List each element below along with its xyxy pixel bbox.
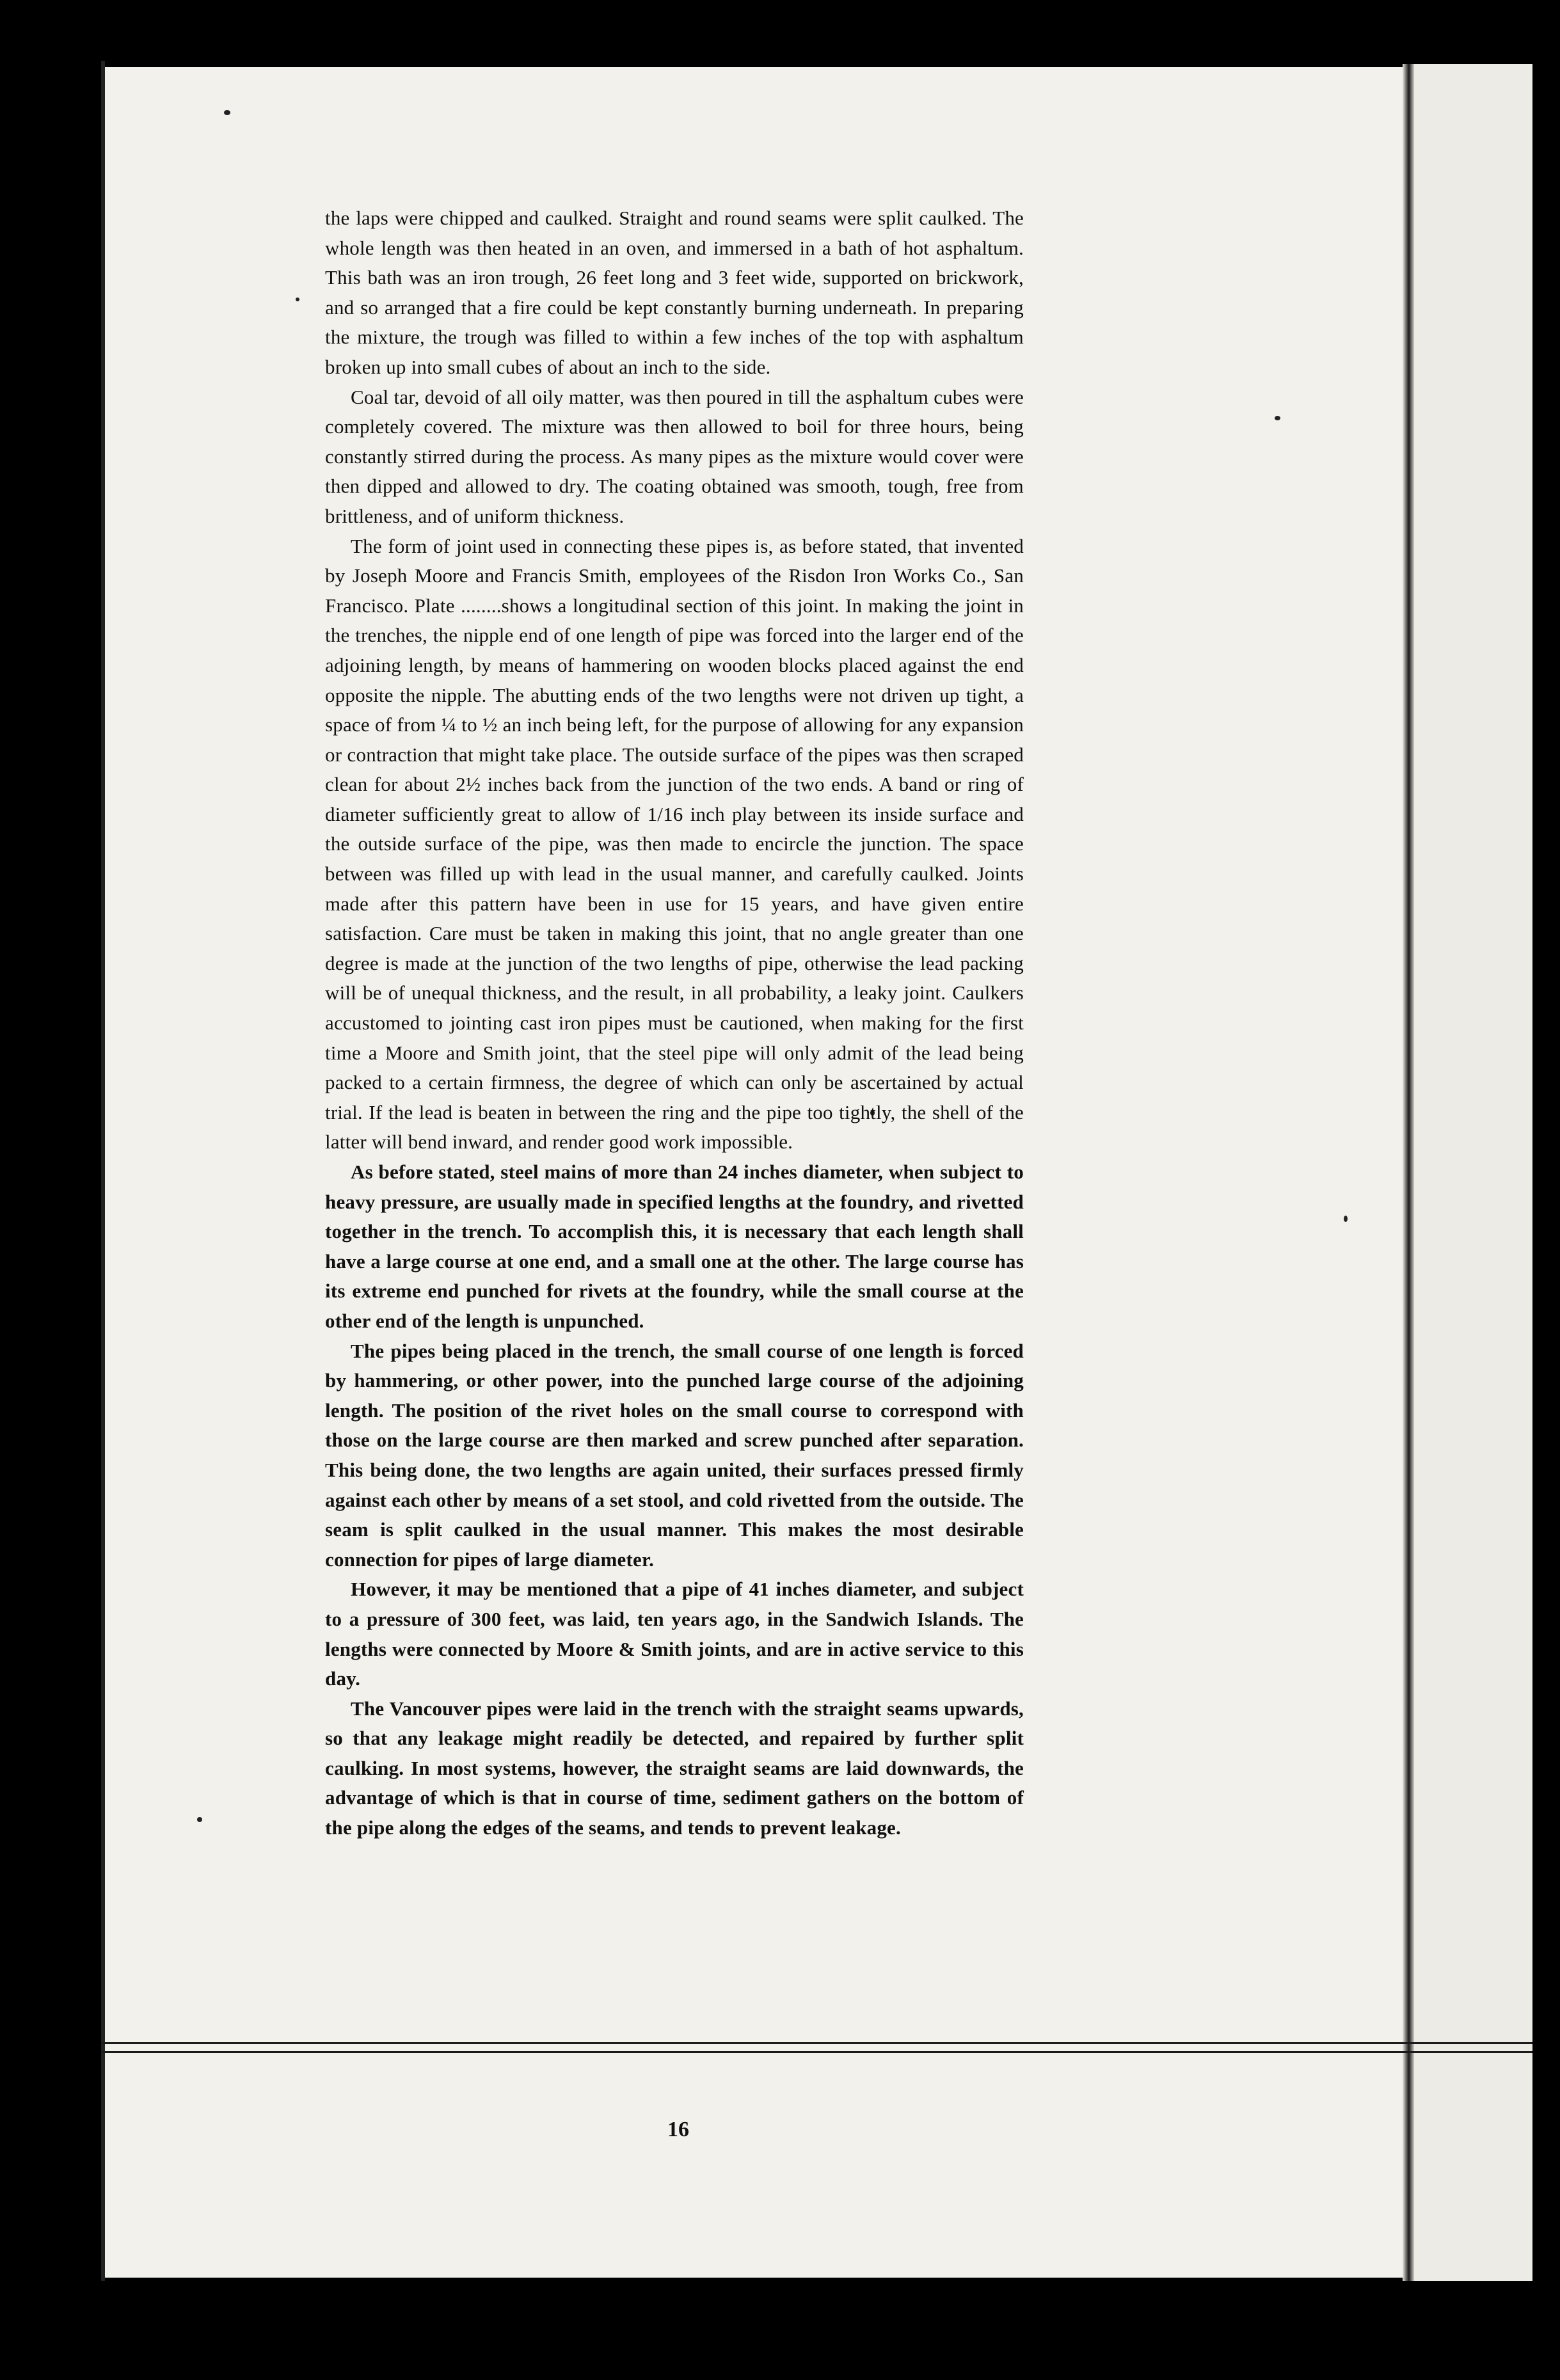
scan-border-left xyxy=(0,0,101,2380)
paragraph: Coal tar, devoid of all oily matter, was then poured in till the asphaltum cubes were completely covered. The mixture was then allowed to boil for three hours, being constantly stirred during the process. As many pipes as the mixture would cover were then dipped and allowed to dry. The coating obtained was smooth, tough, free from brittleness, and of uniform thickness. xyxy=(325,385,1024,527)
scan-border-top xyxy=(0,0,1560,67)
page-number: 16 xyxy=(667,2118,689,2141)
scan-border-right xyxy=(1532,0,1560,2380)
paragraph: the laps were chipped and caulked. Straight and round seams were split caulked. The whole length was then heated in an oven, and immersed in a bath of hot asphaltum. This bath was an iron trough, 26 feet long and 3 feet wide, supported on brickwork, and so arranged that a fire could be kept constantly burning underneath. In preparing the mixture, the trough was filled to within a few inches of the top with asphaltum broken up into small cubes of about an inch to the side. xyxy=(325,207,1024,378)
facing-page-strip xyxy=(1414,64,1532,2281)
scan-speck xyxy=(1344,1216,1348,1222)
paragraph: The Vancouver pipes were laid in the trench with the straight seams upwards, so that any leakage might readily be detected, and repaired by further split caulking. In most systems, however, the straight seams are laid downwards, the advantage of which is that in course of time, sediment gathers on the bottom of the pipe along the edges of the seams, and tends to prevent leakage. xyxy=(325,1697,1024,1839)
paragraph: As before stated, steel mains of more than 24 inches diameter, when subject to heavy pressure, are usually made in specified lengths at the foundry, and rivetted together in the trench. To accomplish this, it is necessary that each length shall have a large course at one end, and a small one at the other. The large course has its extreme end punched for rivets at the foundry, while the small course at the other end of the length is unpunched. xyxy=(325,1161,1024,1332)
scan-speck xyxy=(296,298,299,301)
page-edge-line xyxy=(101,61,105,2281)
film-scratch-line xyxy=(101,2042,1532,2044)
scan-speck xyxy=(224,110,230,115)
film-scratch-line xyxy=(101,2051,1532,2053)
paragraph: However, it may be mentioned that a pipe of 41 inches diameter, and subject to a pressure of 300 feet, was laid, ten years ago, in the Sandwich Islands. The lengths were connected by Moore & Smith joints, and are in active service to this day. xyxy=(325,1578,1024,1690)
scan-border-bottom xyxy=(0,2278,1560,2380)
scan-speck xyxy=(1275,416,1280,420)
paragraph: The pipes being placed in the trench, the small course of one length is forced by hammering, or other power, into the punched large course of the adjoining length. The position of the rivet holes on the small course to correspond with those on the large course are then marked and screw punched after separation. This being done, the two lengths are again united, their surfaces pressed firmly against each other by means of a set stool, and cold rivetted from the outside. The seam is split caulked in the usual manner. This makes the most desirable connection for pipes of large diameter. xyxy=(325,1339,1024,1571)
page-body xyxy=(325,203,1024,1843)
book-gutter xyxy=(1403,64,1414,2281)
scan-speck xyxy=(197,1817,202,1822)
paragraph: The form of joint used in connecting these pipes is, as before stated, that invented by Joseph Moore and Francis Smith, employees of the Risdon Iron Works Co., San Francisco. Plate ........shows a longitudinal section of this joint. In making the joint in the trenches, the nipple end of one length of pipe was forced into the larger end of the adjoining length, by means of hammering on wooden blocks placed against the end opposite the nipple. The abutting ends of the two lengths were not driven up tight, a space of from ¼ to ½ an inch being left, for the purpose of allowing for any expansion or contraction that might take place. The outside surface of the pipes was then scraped clean for about 2½ inches back from the junction of the two ends. A band or ring of diameter sufficiently great to allow of 1/16 inch play between its inside surface and the outside surface of the pipe, was then made to encircle the junction. The space between was filled up with lead in the usual manner, and carefully caulked. Joints made after this pattern have been in use for 15 years, and have given entire satisfaction. Care must be taken in making this joint, that no angle greater than one degree is made at the junction of the two lengths of pipe, otherwise the lead packing will be of unequal thickness, and the result, in all probability, a leaky joint. Caulkers accustomed to jointing cast iron pipes must be cautioned, when making for the first time a Moore and Smith joint, that the steel pipe will only admit of the lead being packed to a certain firmness, the degree of which can only be ascertained by actual trial. If the lead is beaten in between the ring and the pipe too tightly, the shell of the latter will bend inward, and render good work impossible. xyxy=(325,534,1024,1154)
